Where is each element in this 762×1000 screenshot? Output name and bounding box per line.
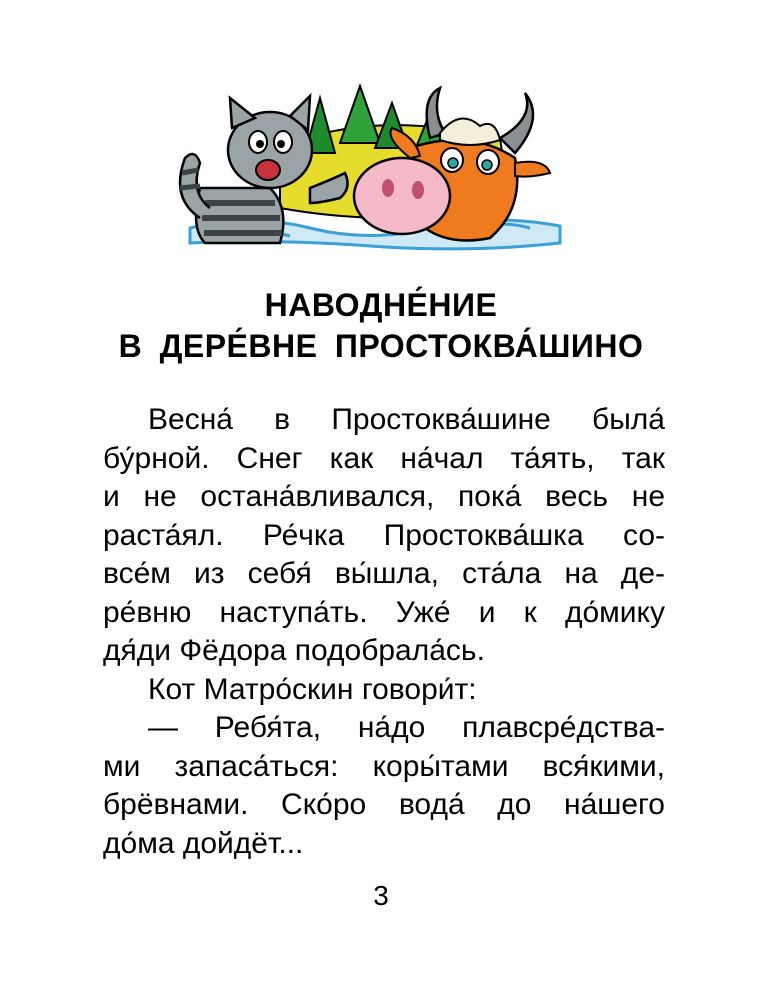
- text-line: брёвнами. Ско́ро вода́ до на́шего: [103, 788, 665, 821]
- text-line: ре́вню наступа́ть. Уже́ и к до́мику: [103, 595, 665, 629]
- text-line: раста́ял. Ре́чка Простоква́шка со-: [103, 518, 665, 552]
- text-line: Весна́ в Простоква́шине была́: [148, 403, 665, 436]
- page-number: 3: [373, 880, 389, 911]
- text-line: дя́ди Фёдора подобрала́сь.: [103, 634, 485, 667]
- text-line: все́м из себя́ вы́шла, ста́ла на де-: [103, 557, 665, 590]
- title-line-1: НАВОДНЕ́НИЕ: [264, 287, 498, 323]
- text-line: ми запаса́ться: коры́тами вся́кими,: [103, 749, 665, 783]
- text-line: Кот Матро́скин говори́т:: [148, 672, 477, 706]
- cat-and-cow-illustration-icon: [170, 78, 570, 256]
- title-line-2: В ДЕРЕ́ВНЕ ПРОСТОКВА́ШИНО: [118, 328, 644, 364]
- story-text: [103, 401, 665, 863]
- cat-and-cow-illustration: [170, 78, 570, 256]
- text-line: и не остана́вливался, пока́ весь не: [103, 480, 665, 513]
- text-line: до́ма дойдёт...: [103, 826, 304, 860]
- text-line: бу́рной. Снег как на́чал та́ять, так: [103, 441, 665, 475]
- text-line: — Ребя́та, на́до плавсре́дства-: [148, 711, 665, 744]
